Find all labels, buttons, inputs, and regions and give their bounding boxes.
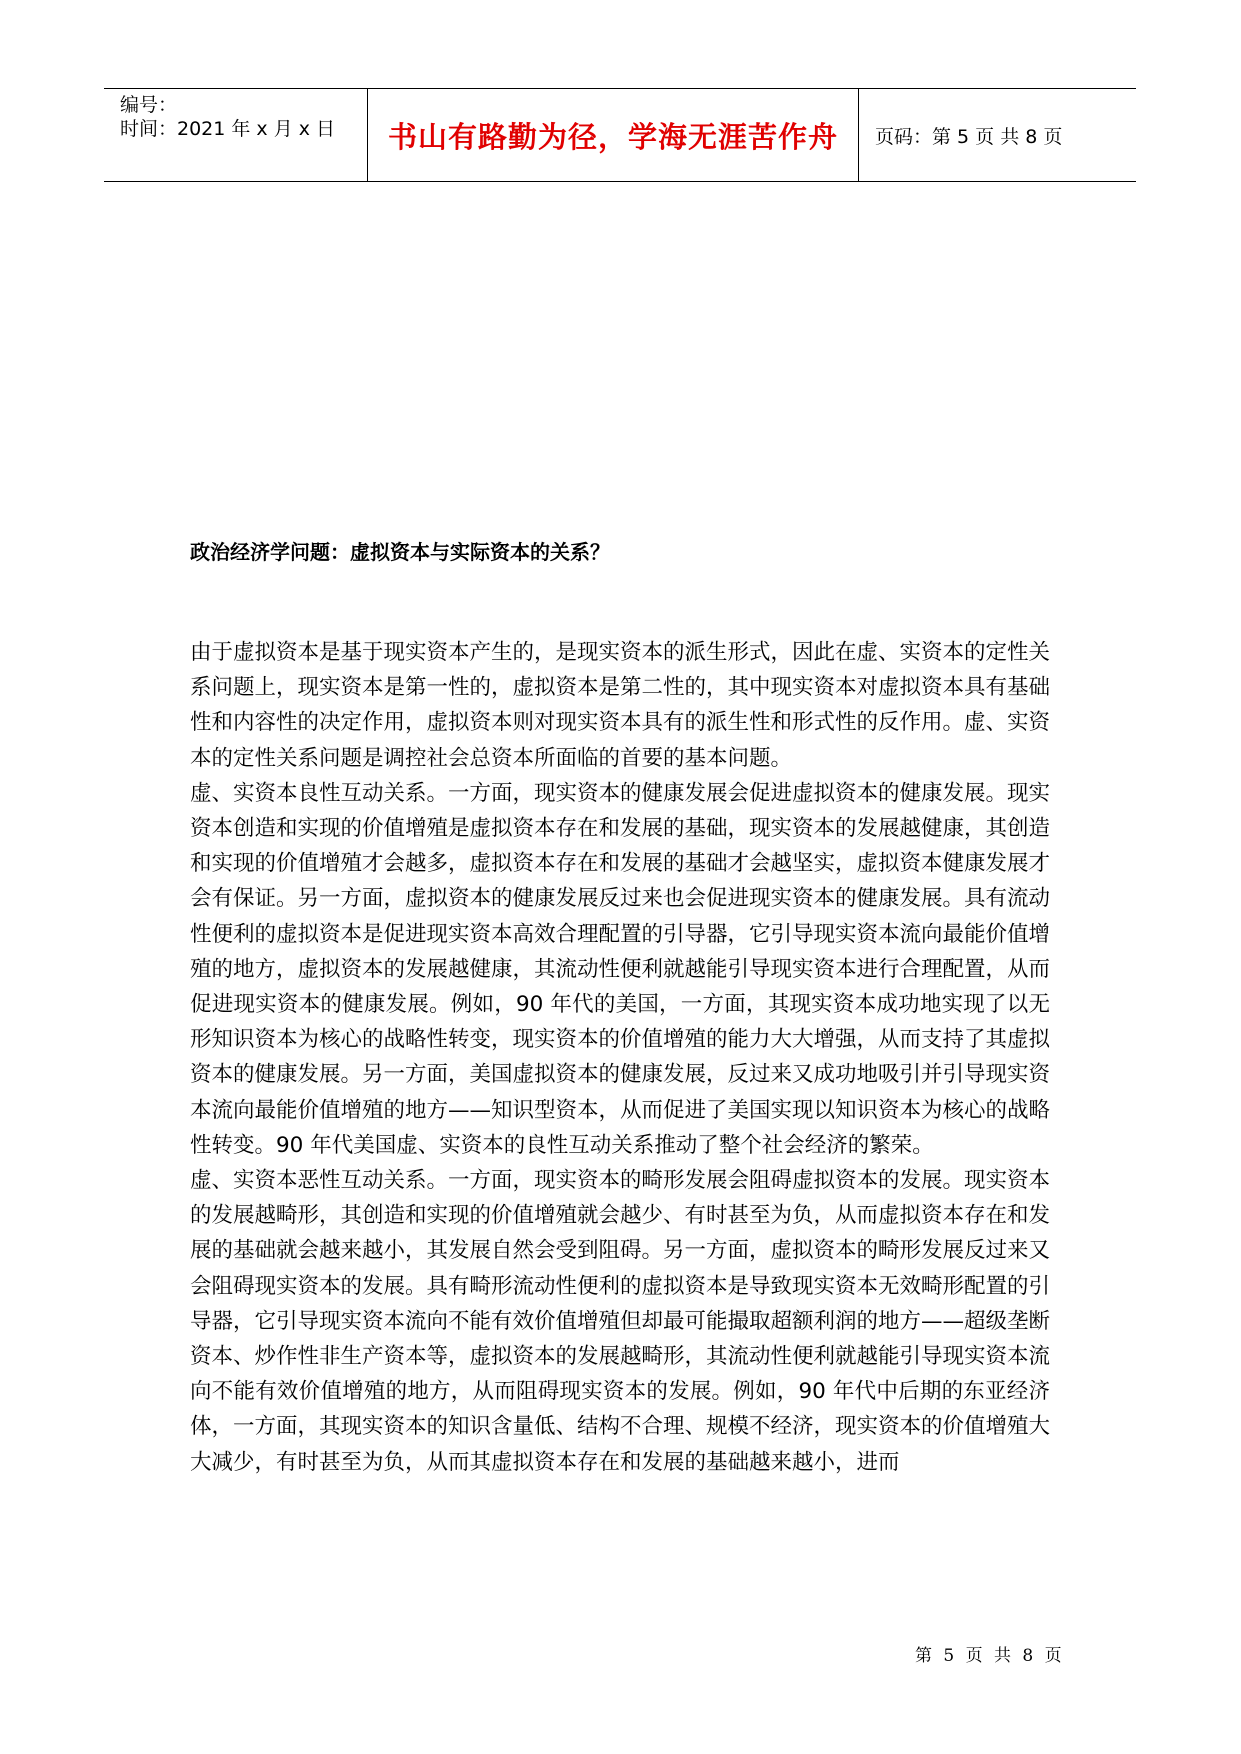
number-label: 编号： xyxy=(120,94,178,116)
document-title: 政治经济学问题：虚拟资本与实际资本的关系？ xyxy=(190,540,610,564)
document-body xyxy=(190,635,1050,1480)
motto: 书山有路勤为径，学海无涯苦作舟 xyxy=(387,119,838,154)
paragraph: 虚、实资本恶性互动关系。一方面，现实资本的畸形发展会阻碍虚拟资本的发展。现实资本的发展越畸形，其创造和实现的价值增殖就会越少、有时甚至为负，从而虚拟资本存在和发展的基础就会越来越小，其发展自然会受到阻碍。另一方面，虚拟资本的畸形发展反过来又会阻碍现实资本的发展。具有畸形流动性便利的虚拟资本是导致现实资本无效畸形配置的引导器，它引导现实资本流向不能有效价值增殖但却最可能撮取超额利润的地方——超级垄断资本、炒作性非生产资本等，虚拟资本的发展越畸形，其流动性便利就越能引导现实资本流向不能有效价值增殖的地方，从而阻碍现实资本的发展。例如，90 年代中后期的东亚经济体，一方面，其现实资本的知识含量低、结构不合理、规模不经济，现实资本的价值增殖大大减少，有时甚至为负，从而其虚拟资本存在和发展的基础越来越小，进而 xyxy=(190,1168,1051,1475)
header-motto-cell xyxy=(368,89,859,181)
paragraph: 虚、实资本良性互动关系。一方面，现实资本的健康发展会促进虚拟资本的健康发展。现实资本创造和实现的价值增殖是虚拟资本存在和发展的基础，现实资本的发展越健康，其创造和实现的价值增殖才会越多，虚拟资本存在和发展的基础才会越坚实，虚拟资本健康发展才会有保证。另一方面，虚拟资本的健康发展反过来也会促进现实资本的健康发展。具有流动性便利的虚拟资本是促进现实资本高效合理配置的引导器，它引导现实资本流向最能价值增殖的地方，虚拟资本的发展越健康，其流动性便利就越能引导现实资本进行合理配置，从而促进现实资本的健康发展。例如，90 年代的美国，一方面，其现实资本成功地实现了以无形知识资本为核心的战略性转变，现实资本的价值增殖的能力大大增强，从而支持了其虚拟资本的健康发展。另一方面，美国虚拟资本的健康发展，反过来又成功地吸引并引导现实资本流向最能价值增殖的地方——知识型资本，从而促进了美国实现以知识资本为核心的战略性转变。90 年代美国虚、实资本的良性互动关系推动了整个社会经济的繁荣。 xyxy=(190,780,1051,1158)
page-code: 页码：第 5 页 共 8 页 xyxy=(875,125,1063,148)
page-footer: 第 5 页 共 8 页 xyxy=(915,1646,1065,1666)
paragraph: 由于虚拟资本是基于现实资本产生的，是现实资本的派生形式，因此在虚、实资本的定性关系问题上，现实资本是第一性的，虚拟资本是第二性的，其中现实资本对虚拟资本具有基础性和内容性的决定作用，虚拟资本则对现实资本具有的派生性和形式性的反作用。虚、实资本的定性关系问题是调控社会总资本所面临的首要的基本问题。 xyxy=(190,640,1051,771)
time-label: 时间：2021 年 x 月 x 日 xyxy=(120,118,336,140)
header-info-cell xyxy=(104,89,368,181)
page-header xyxy=(104,88,1136,182)
header-page-cell xyxy=(859,89,1136,181)
